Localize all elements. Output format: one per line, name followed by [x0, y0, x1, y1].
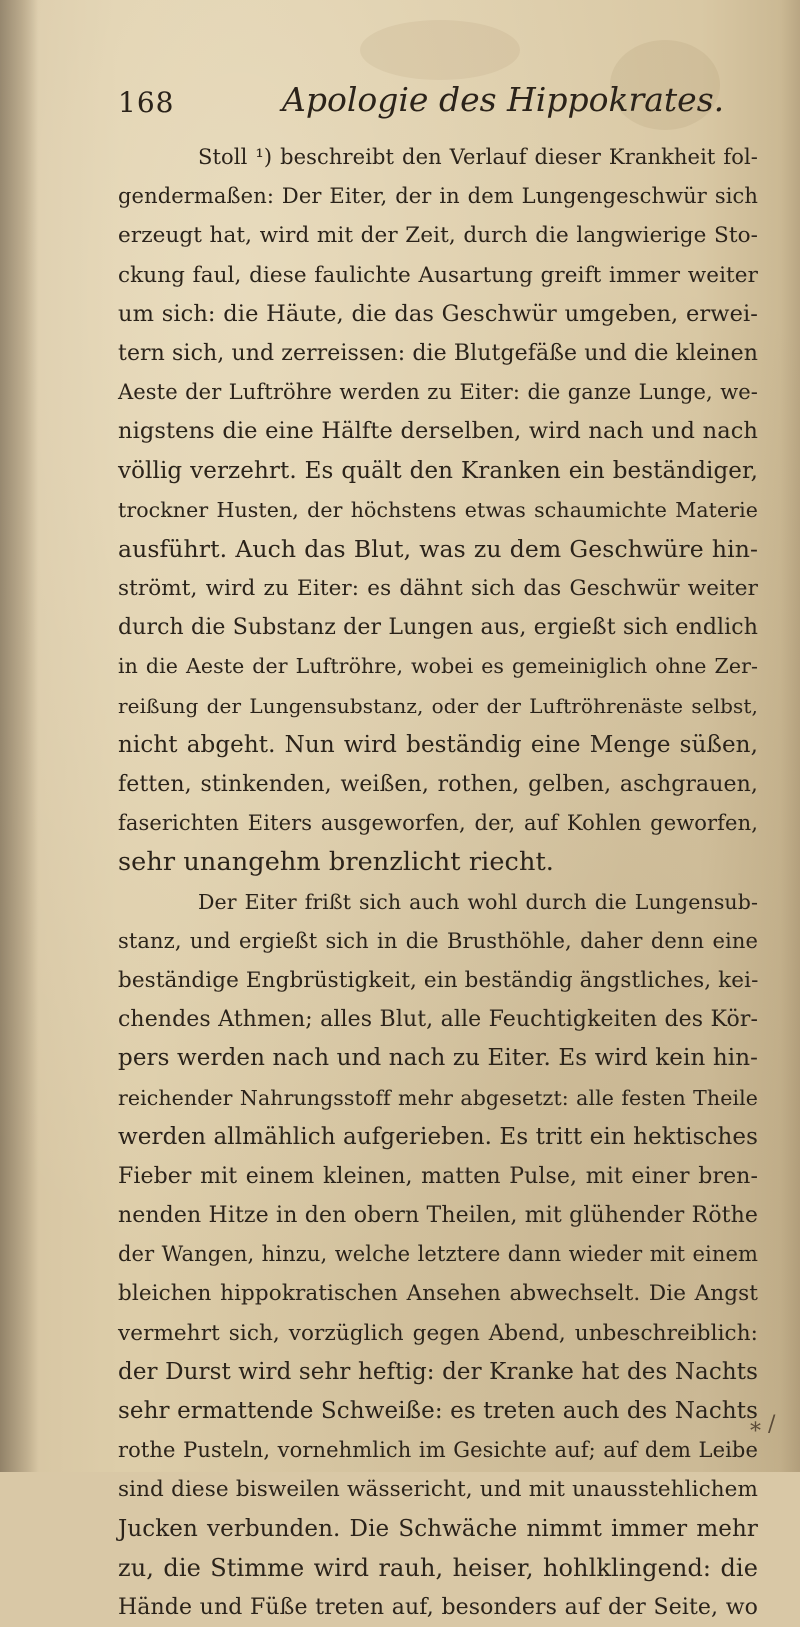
text-line: nigstens die eine Hälfte derselben, wird nach und nach	[118, 418, 758, 445]
page-gutter-shadow	[0, 0, 38, 1472]
text-line: vermehrt sich, vorzüglich gegen Abend, unbeschreiblich:	[118, 1320, 758, 1346]
text-line: trockner Husten, der höchstens etwas schaumichte Materie	[118, 497, 758, 522]
running-title: Apologie des Hippokrates.	[282, 80, 725, 119]
text-line: sehr unangehm brenzlicht riecht.	[118, 847, 555, 878]
text-line: beständige Engbrüstigkeit, ein beständig ängstliches, kei-	[118, 967, 759, 993]
text-line: fetten, stinkenden, weißen, rothen, gelben, aschgrauen,	[118, 772, 758, 797]
text-line: um sich: die Häute, die das Geschwür umgeben, erwei-	[118, 300, 758, 327]
text-line: Hände und Füße treten auf, besonders auf der Seite, wo	[118, 1594, 758, 1620]
text-line: völlig verzehrt. Es quält den Kranken ein beständiger,	[118, 457, 758, 484]
text-line: reißung der Lungensubstanz, oder der Luftröhrenäste selbst,	[118, 693, 758, 718]
page-number: 168	[118, 86, 175, 119]
text-line: pers werden nach und nach zu Eiter. Es wird kein hin-	[118, 1045, 758, 1072]
paper-stain	[360, 20, 520, 80]
text-line: tern sich, und zerreissen: die Blutgefäße und die kleinen	[118, 340, 759, 366]
text-line: ausführt. Auch das Blut, was zu dem Geschwüre hin-	[118, 534, 758, 563]
text-line: bleichen hippokratischen Ansehen abwechselt. Die Angst	[118, 1281, 758, 1307]
body-text	[118, 138, 758, 1627]
text-line: Stoll ¹) beschreibt den Verlauf dieser Krankheit fol-	[198, 145, 758, 169]
text-line: werden allmählich aufgerieben. Es tritt ein hektisches	[118, 1123, 758, 1150]
text-line: erzeugt hat, wird mit der Zeit, durch die langwierige Sto-	[118, 223, 758, 249]
text-line: chendes Athmen; alles Blut, alle Feuchtigkeiten des Kör-	[118, 1007, 758, 1033]
text-line: zu, die Stimme wird rauh, heiser, hohlklingend: die	[118, 1553, 758, 1582]
text-line: in die Aeste der Luftröhre, wobei es gemeiniglich ohne Zer-	[118, 654, 758, 679]
text-line: Aeste der Luftröhre werden zu Eiter: die ganze Lunge, we-	[118, 380, 758, 405]
text-line: rothe Pusteln, vornehmlich im Gesichte auf; auf dem Leibe	[118, 1438, 758, 1463]
text-line: strömt, wird zu Eiter: es dähnt sich das Geschwür weiter	[118, 576, 758, 602]
text-line: Fieber mit einem kleinen, matten Pulse, mit einer bren-	[118, 1163, 758, 1189]
text-line: nenden Hitze in den obern Theilen, mit glühender Röthe	[118, 1203, 758, 1229]
text-line: faserichten Eiters ausgeworfen, der, auf Kohlen geworfen,	[118, 811, 758, 836]
text-line: ckung faul, diese faulichte Ausartung greift immer weiter	[118, 262, 758, 288]
text-line: gendermaßen: Der Eiter, der in dem Lungengeschwür sich	[118, 184, 758, 209]
text-line: der Wangen, hinzu, welche letztere dann wieder mit einem	[118, 1242, 758, 1267]
text-line: der Durst wird sehr heftig: der Kranke hat des Nachts	[118, 1358, 758, 1385]
text-line: sehr ermattende Schweiße: es treten auch des Nachts	[118, 1398, 758, 1424]
text-line: reichender Nahrungsstoff mehr abgesetzt: alle festen Theile	[118, 1085, 758, 1110]
text-line: sind diese bisweilen wässericht, und mit unausstehlichem	[118, 1477, 758, 1503]
text-line: durch die Substanz der Lungen aus, ergießt sich endlich	[118, 615, 758, 641]
text-line: Jucken verbunden. Die Schwäche nimmt immer mehr	[118, 1515, 758, 1542]
text-line: nicht abgeht. Nun wird beständig eine Menge süßen,	[118, 731, 758, 758]
text-line: Der Eiter frißt sich auch wohl durch die Lungensub-	[198, 889, 758, 914]
page-header	[118, 80, 738, 130]
footer-mark: ⁎ /	[750, 1412, 776, 1437]
text-line: stanz, und ergießt sich in die Brusthöhle, daher denn eine	[118, 928, 758, 953]
